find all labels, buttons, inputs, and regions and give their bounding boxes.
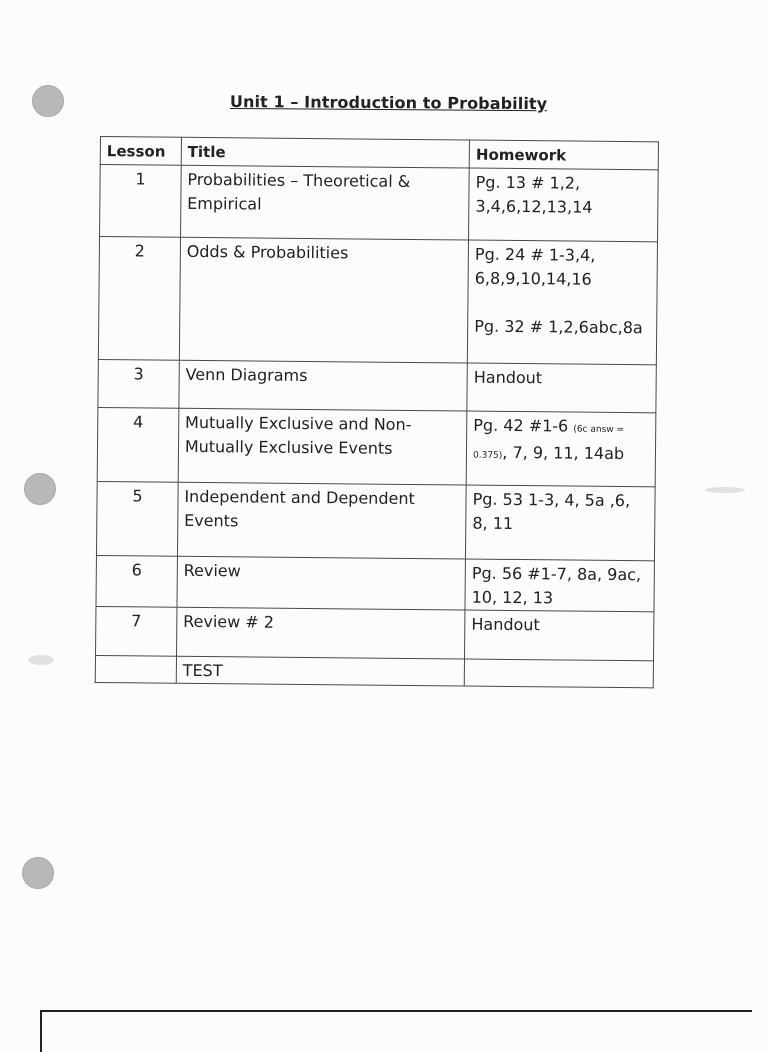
table-row — [98, 237, 657, 365]
homework-line: Pg. 53 1-3, 4, 5a ,6, — [472, 489, 631, 511]
table-row — [96, 606, 654, 660]
lesson-title: Probabilities – Theoretical & Empirical — [180, 165, 469, 240]
homework-line: 8, 11 — [472, 513, 514, 533]
header-lesson: Lesson — [100, 137, 181, 166]
lesson-number — [95, 655, 176, 683]
table-row — [100, 165, 659, 242]
homework-text: Pg. 42 #1-6 — [473, 415, 574, 436]
homework-line: Pg. 56 #1-7, 8a, 9ac, — [471, 563, 642, 585]
lesson-number: 6 — [96, 555, 177, 607]
lesson-table — [95, 136, 659, 688]
lesson-title: TEST — [176, 656, 464, 686]
lesson-number: 5 — [96, 481, 178, 556]
lesson-title: Independent and Dependent Events — [177, 482, 466, 559]
homework-line: Handout — [471, 614, 540, 635]
table-row — [98, 359, 656, 412]
homework-text: , 7, 9, 11, 14ab — [502, 442, 625, 464]
lesson-title: Odds & Probabilities — [179, 237, 468, 363]
binder-hole-bottom — [22, 857, 54, 889]
lesson-title: Review # 2 — [176, 607, 465, 659]
table-row — [97, 407, 656, 486]
lesson-number: 1 — [100, 165, 182, 238]
lesson-title: Mutually Exclusive and Non-Mutually Exclusive Events — [178, 408, 467, 485]
homework-line: Handout — [473, 367, 543, 388]
page-bottom-border — [40, 1010, 752, 1052]
table-row — [95, 655, 653, 687]
scan-smudge — [705, 487, 745, 493]
lesson-homework — [467, 363, 656, 413]
lesson-homework — [465, 559, 654, 612]
homework-answer-note: (6c answ = 0.375) — [472, 424, 625, 461]
lesson-number: 4 — [97, 407, 179, 482]
page-title: Unit 1 – Introduction to Probability — [229, 92, 548, 114]
binder-hole-top — [32, 85, 64, 117]
lesson-homework — [466, 411, 656, 487]
binder-hole-middle — [24, 473, 56, 505]
lesson-number: 3 — [98, 359, 179, 408]
homework-line: 6,8,9,10,14,16 — [474, 268, 592, 289]
lesson-title: Review — [177, 556, 466, 610]
lesson-homework — [464, 659, 653, 688]
table-row — [96, 555, 654, 611]
homework-line: 10, 12, 13 — [471, 587, 554, 608]
homework-line: 3,4,6,12,13,14 — [475, 196, 593, 217]
lesson-number: 2 — [98, 237, 180, 361]
lesson-table-wrapper — [95, 136, 659, 688]
lesson-title: Venn Diagrams — [179, 360, 468, 411]
header-title: Title — [181, 137, 470, 168]
table-row — [96, 481, 655, 560]
homework-line: Pg. 24 # 1-3,4, — [474, 244, 596, 265]
lesson-homework — [467, 240, 657, 365]
lesson-number: 7 — [96, 606, 177, 656]
homework-spacer — [474, 291, 650, 317]
lesson-homework — [466, 485, 656, 561]
lesson-homework — [469, 168, 659, 242]
homework-line: Pg. 13 # 1,2, — [475, 172, 581, 193]
homework-line: Pg. 32 # 1,2,6abc,8a — [474, 316, 643, 338]
header-homework: Homework — [469, 140, 658, 170]
scan-smudge — [28, 655, 54, 665]
lesson-homework — [465, 610, 654, 661]
